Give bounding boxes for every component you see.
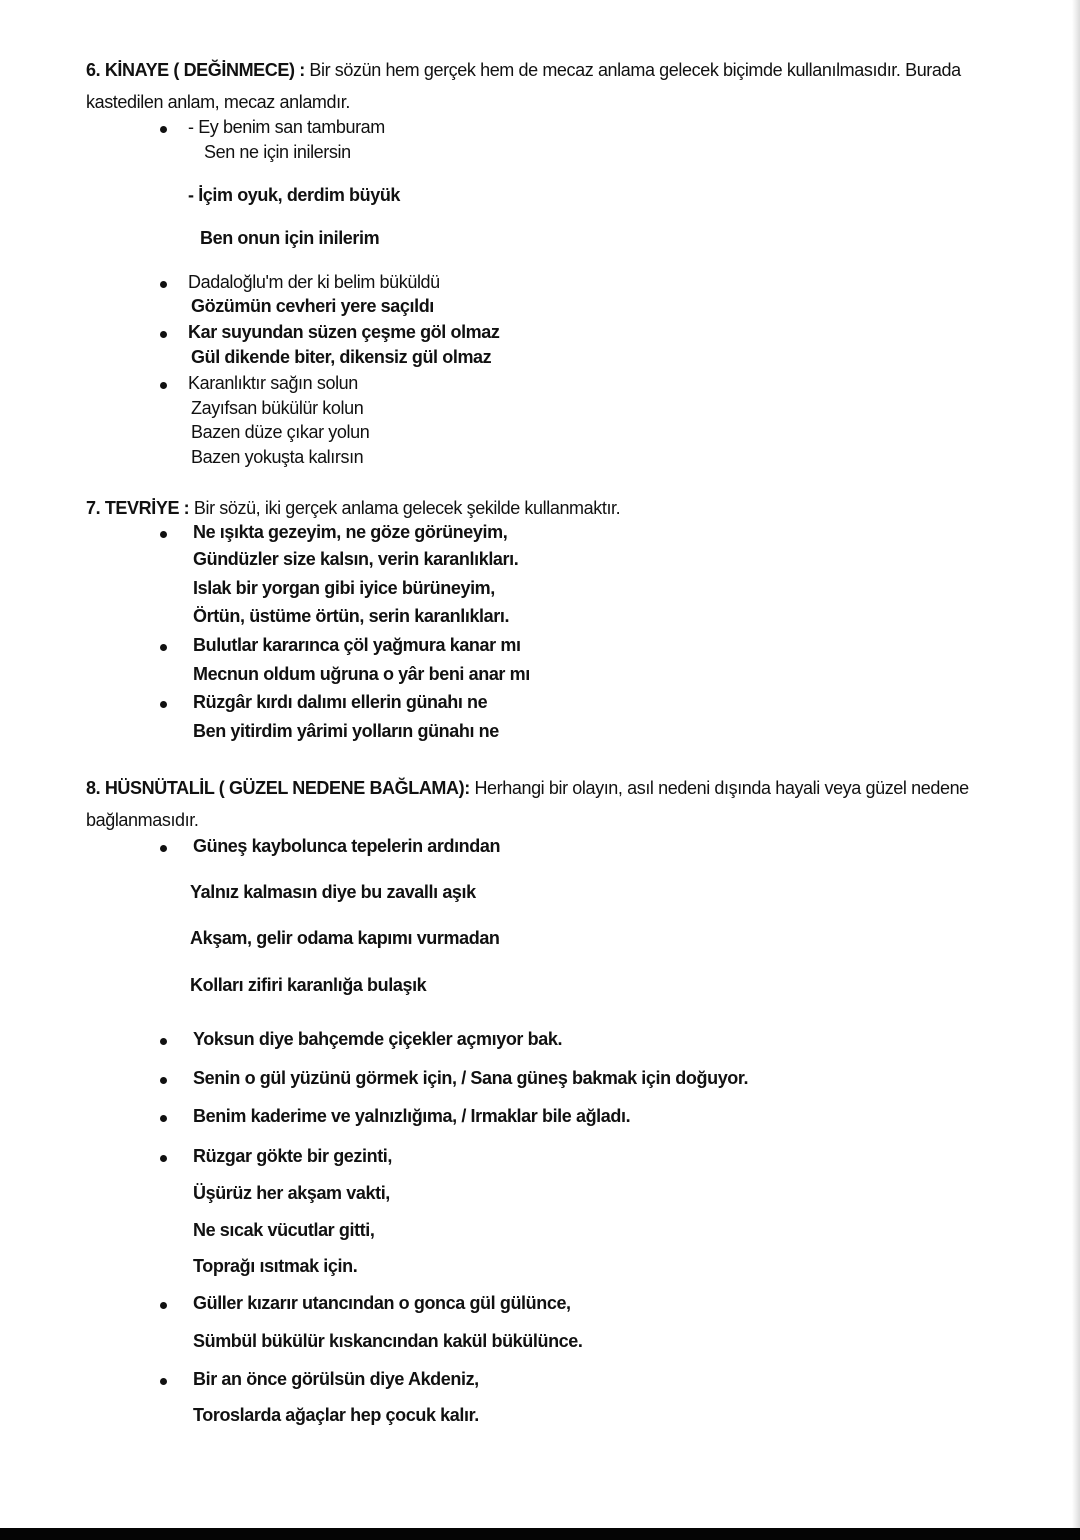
example-line: Ben onun için inilerim <box>200 228 380 248</box>
section-heading-husnutalil <box>86 772 1036 836</box>
section-term: HÜSNÜTALİL ( GÜZEL NEDENE BAĞLAMA): <box>104 778 470 798</box>
example-line: Ben yitirdim yârimi yolların günahı ne <box>193 721 499 741</box>
bullet-marker <box>160 1378 167 1385</box>
example-line: Yoksun diye bahçemde çiçekler açmıyor bak. <box>193 1029 563 1049</box>
example-line: Gül dikende biter, dikensiz gül olmaz <box>191 347 492 367</box>
section-number: 7. <box>86 498 101 518</box>
example-line: Mecnun oldum uğruna o yâr beni anar mı <box>193 664 530 684</box>
bullet-marker <box>160 1302 167 1309</box>
section-number: 8. <box>86 778 101 798</box>
bullet-marker <box>160 1115 167 1122</box>
example-line: Bir an önce görülsün diye Akdeniz, <box>193 1369 479 1389</box>
bullet-marker <box>160 331 167 338</box>
section-term: KİNAYE ( DEĞİNMECE) : <box>104 60 305 80</box>
example-line: Akşam, gelir odama kapımı vurmadan <box>190 928 500 948</box>
bullet-marker <box>160 701 167 708</box>
example-line: Kolları zifiri karanlığa bulaşık <box>190 975 427 995</box>
example-line: Güller kızarır utancından o gonca gül gülünce, <box>193 1293 571 1313</box>
example-line: Senin o gül yüzünü görmek için, / Sana güneş bakmak için doğuyor. <box>193 1068 749 1088</box>
example-line: Toroslarda ağaçlar hep çocuk kalır. <box>193 1405 479 1425</box>
example-line: Toprağı ısıtmak için. <box>193 1256 358 1276</box>
bullet-marker <box>160 1077 167 1084</box>
example-line: Bazen yokuşta kalırsın <box>191 447 364 467</box>
scan-edge-shadow <box>1072 0 1080 1540</box>
example-line: Yalnız kalmasın diye bu zavallı aşık <box>190 882 476 902</box>
bullet-marker <box>160 644 167 651</box>
example-line: - Ey benim san tamburam <box>188 117 385 137</box>
bullet-marker <box>160 845 167 852</box>
section-definition: Herhangi bir olayın, asıl nedeni dışında hayali veya güzel nedene bağlanmasıdır. <box>86 778 969 830</box>
bullet-marker <box>160 382 167 389</box>
example-line: Sen ne için inilersin <box>204 142 351 162</box>
example-line: Bulutlar kararınca çöl yağmura kanar mı <box>193 635 521 655</box>
section-definition: Bir sözün hem gerçek hem de mecaz anlama gelecek biçimde kullanılmasıdır. Burada kastedilen anlam, mecaz anlamdır. <box>86 60 961 112</box>
scan-bottom-border <box>0 1528 1080 1540</box>
example-line: - İçim oyuk, derdim büyük <box>188 185 401 205</box>
example-line: Ne sıcak vücutlar gitti, <box>193 1220 375 1240</box>
example-line: Bazen düze çıkar yolun <box>191 422 370 442</box>
section-heading-tevriye <box>86 492 1036 524</box>
bullet-marker <box>160 126 167 133</box>
bullet-marker <box>160 1155 167 1162</box>
bullet-marker <box>160 281 167 288</box>
example-line: Sümbül bükülür kıskancından kakül bükülünce. <box>193 1331 583 1351</box>
example-line: Zayıfsan bükülür kolun <box>191 398 364 418</box>
section-term: TEVRİYE : <box>104 498 190 518</box>
example-line: Rüzgar gökte bir gezinti, <box>193 1146 393 1166</box>
bullet-marker <box>160 1038 167 1045</box>
example-line: Rüzgâr kırdı dalımı ellerin günahı ne <box>193 692 488 712</box>
example-line: Ne ışıkta gezeyim, ne göze görüneyim, <box>193 522 508 542</box>
example-line: Üşürüz her akşam vakti, <box>193 1183 390 1203</box>
section-heading-kinaye <box>86 54 1036 118</box>
example-line: Gündüzler size kalsın, verin karanlıkları. <box>193 549 519 569</box>
example-line: Kar suyundan süzen çeşme göl olmaz <box>188 322 500 342</box>
example-line: Dadaloğlu'm der ki belim büküldü <box>188 272 440 292</box>
example-line: Islak bir yorgan gibi iyice bürüneyim, <box>193 578 495 598</box>
example-line: Örtün, üstüme örtün, serin karanlıkları. <box>193 606 510 626</box>
bullet-marker <box>160 531 167 538</box>
example-line: Gözümün cevheri yere saçıldı <box>191 296 434 316</box>
example-line: Karanlıktır sağın solun <box>188 373 358 393</box>
example-line: Güneş kaybolunca tepelerin ardından <box>193 836 501 856</box>
section-definition: Bir sözü, iki gerçek anlama gelecek şekilde kullanmaktır. <box>193 498 621 518</box>
section-number: 6. <box>86 60 101 80</box>
example-line: Benim kaderime ve yalnızlığıma, / Irmaklar bile ağladı. <box>193 1106 631 1126</box>
